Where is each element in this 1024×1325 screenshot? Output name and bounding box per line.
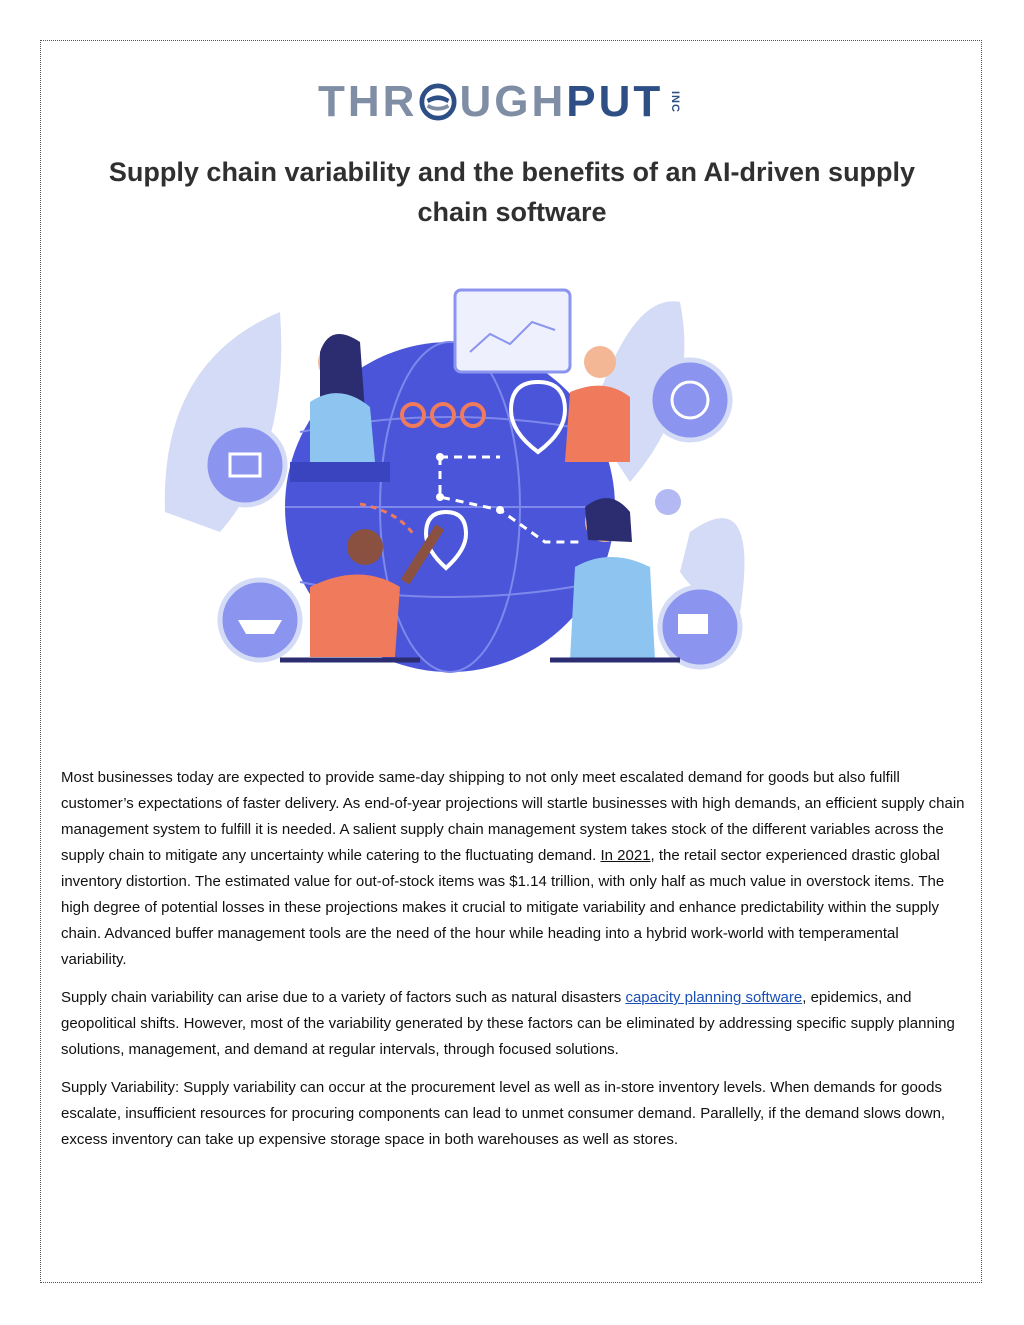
paragraph-2-text-a: Supply chain variability can arise due to a variety of factors such as natural disasters [61,989,626,1006]
in-2021-link[interactable]: In 2021 [600,847,651,864]
throughput-logo [318,77,682,126]
capacity-planning-software-link[interactable]: capacity planning software [625,989,803,1006]
paragraph-2 [61,985,966,1063]
person-bottom-right [570,557,655,660]
person-top-right [565,386,630,462]
supply-chain-illustration [160,282,750,682]
factory-icon [205,425,285,505]
page-title: Supply chain variability and the benefits of an AI-driven supply chain software [108,157,916,227]
paragraph-3: Supply Variability: Supply variability can occur at the procurement level as well as in-store inventory levels. When demands for goods escalate, insufficient resources for procuring components can lead to unmet consumer demand. Parallelly, if the demand slows down, excess inventory can take up expensive storage space in both warehouses as well as stores. [61,1079,946,1148]
paragraph-1-text-a: Most businesses today are expected to provide same-day shipping to not only meet escalated demand for goods but also fulfill customer’s expectations of faster delivery. As end-of-year projections will startle businesses with high demands, an efficient supply chain management system to fulfill it is needed. A salient supply chain management system takes stock of the different variables across the supply chain to mitigate any uncertainty while catering to the fluctuating demand. [61,769,965,864]
person-top-left [310,393,375,462]
article-body [61,765,966,1165]
person-bottom-left [310,575,400,658]
gear-icon [655,489,681,515]
chart-icon [455,290,570,372]
logo-text-a: THR [318,77,418,126]
logo-inc: INC [669,91,682,113]
paragraph-2-text-b: , epidemics, and geopolitical shifts. However, most of the variability generated by these factors can be eliminated by addressing specific supply planning solutions, management, and demand at regular intervals, through focused solutions. [61,989,955,1058]
logo-text-b: UGH [459,77,567,126]
paragraph-1 [61,765,966,973]
globe-icon [650,360,730,440]
logo-text-c: PUT [566,77,664,126]
paragraph-1-text-b: , the retail sector experienced drastic global inventory distortion. The estimated value for out-of-stock items was $1.14 trillion, with only half as much value in overstock items. The high degree of potential losses in these projections makes it crucial to mitigate variability and enhance predictability within the supply chain. Advanced buffer management tools are the need of the hour while heading into a hybrid work-world with temperamental variability. [61,847,945,968]
logo-globe-icon [419,83,457,121]
